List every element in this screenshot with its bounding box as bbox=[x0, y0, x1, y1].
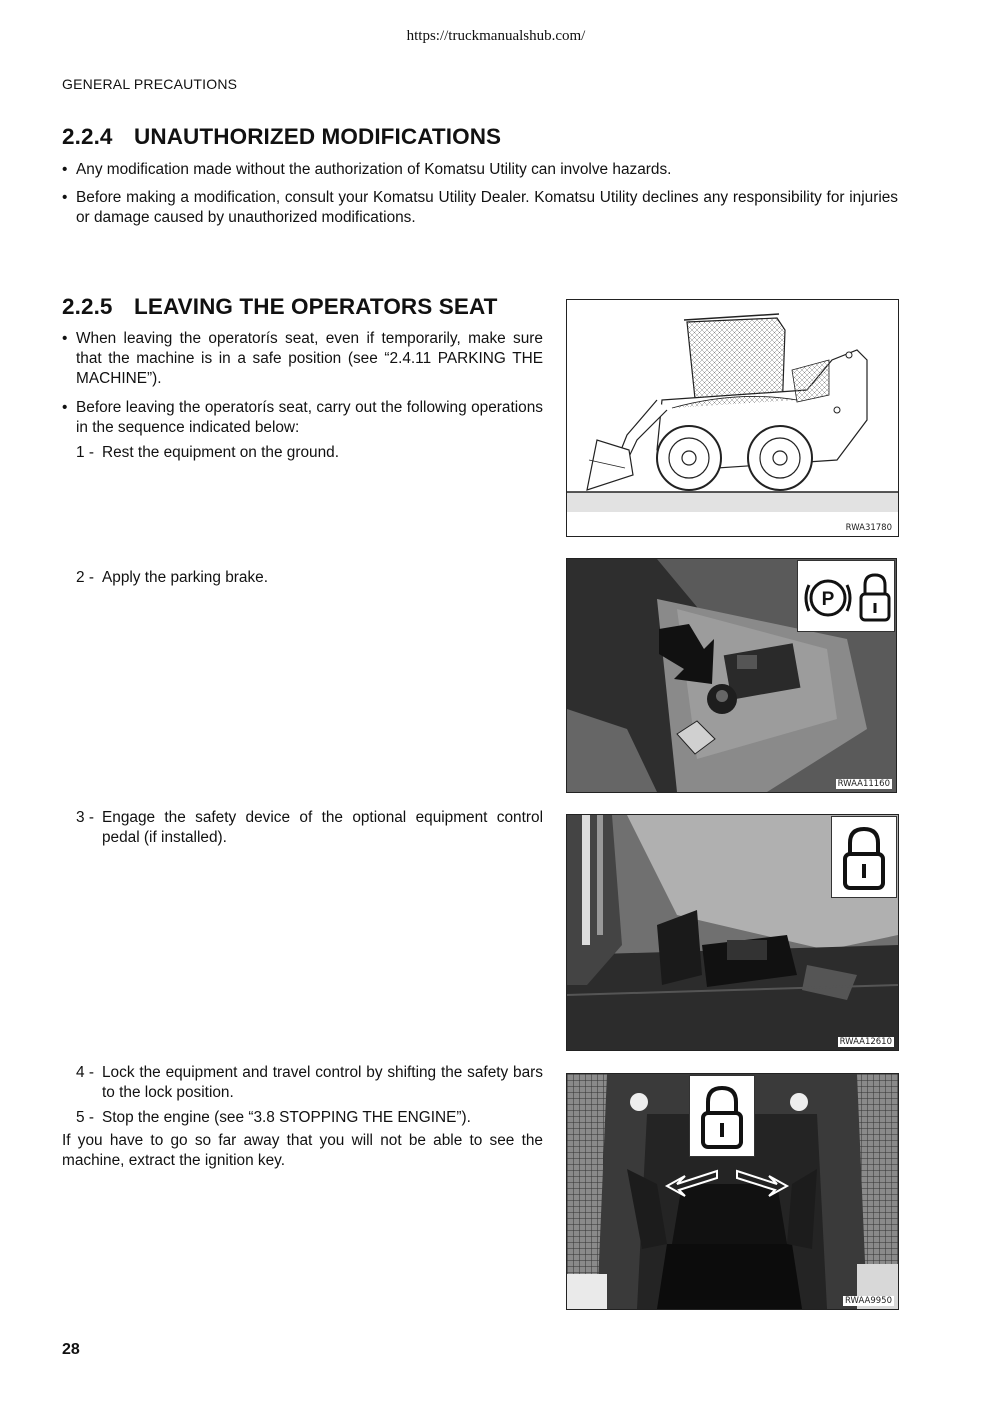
padlock-icon bbox=[831, 816, 897, 898]
bullet-item: • When leaving the operatorís seat, even if temporarily, make sure that the machine is in a safe position (see “2.4.11 PARKING THE MACHINE”). bbox=[62, 330, 543, 387]
figure-safety-bars bbox=[566, 1073, 899, 1310]
step-item: 4 - Lock the equipment and travel control by shifting the safety bars to the lock position. bbox=[76, 1064, 543, 1101]
svg-text:P: P bbox=[821, 589, 835, 610]
step-item: 5 - Stop the engine (see “3.8 STOPPING THE ENGINE”). bbox=[76, 1109, 471, 1126]
source-url[interactable]: https://truckmanualshub.com/ bbox=[406, 28, 586, 44]
heading-2-2-4 bbox=[62, 124, 501, 150]
step-item: 3 - Engage the safety device of the optional equipment control pedal (if installed). bbox=[76, 809, 543, 846]
bullet-item: • Any modification made without the authorization of Komatsu Utility can involve hazards. bbox=[62, 161, 672, 178]
parking-brake-lock-icon bbox=[797, 560, 895, 632]
step-item: 1 - Rest the equipment on the ground. bbox=[76, 444, 340, 461]
figure-skid-steer-loader bbox=[566, 299, 899, 537]
section-header: GENERAL PRECAUTIONS bbox=[62, 76, 238, 92]
figure-parking-brake bbox=[566, 558, 897, 793]
page-number: 28 bbox=[62, 1341, 80, 1358]
heading-title: UNAUTHORIZED MODIFICATIONS bbox=[134, 124, 502, 149]
figure-code: RWAA9950 bbox=[845, 1296, 892, 1306]
figure-code: RWA31780 bbox=[845, 523, 892, 533]
skid-steer-loader-illustration bbox=[567, 300, 898, 536]
padlock-icon bbox=[689, 1075, 755, 1157]
note-paragraph: If you have to go so far away that you will not be able to see the machine, extract the ignition key. bbox=[62, 1132, 543, 1169]
figure-code: RWAA11160 bbox=[837, 779, 890, 789]
heading-number: 2.2.5 bbox=[62, 294, 113, 319]
heading-2-2-5 bbox=[62, 294, 497, 320]
heading-title: LEAVING THE OPERATORS SEAT bbox=[134, 294, 498, 319]
bullet-item: • Before making a modification, consult your Komatsu Utility Dealer. Komatsu Utility declines any responsibility for injuries or damage caused by unauthorized modifications. bbox=[62, 189, 898, 226]
figure-pedal-safety bbox=[566, 814, 899, 1051]
heading-number: 2.2.4 bbox=[62, 124, 113, 149]
step-item: 2 - Apply the parking brake. bbox=[76, 569, 268, 586]
figure-code: RWAA12610 bbox=[839, 1037, 892, 1047]
bullet-item: • Before leaving the operatorís seat, carry out the following operations in the sequence indicated below: bbox=[62, 399, 543, 436]
